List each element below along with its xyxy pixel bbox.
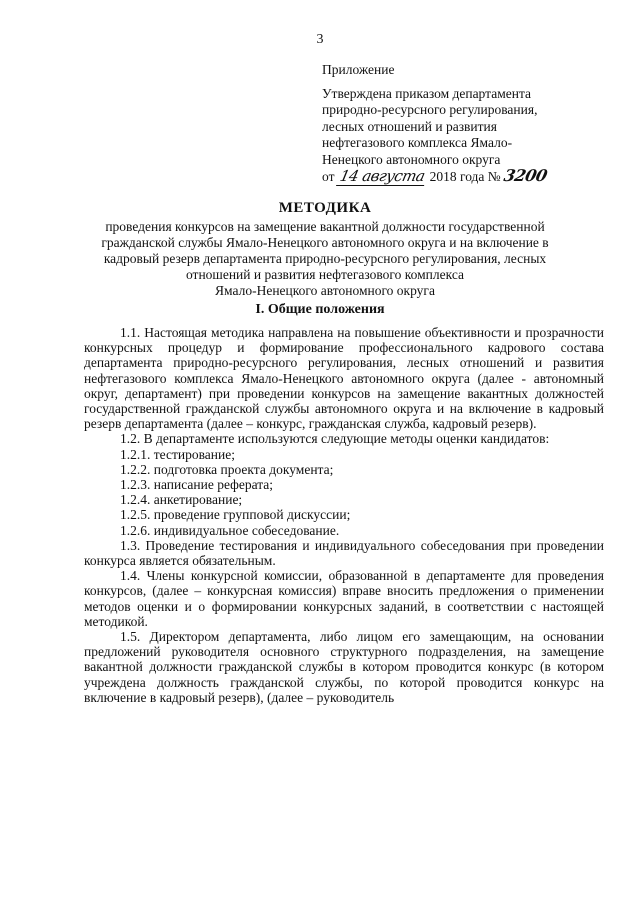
title-line: проведения конкурсов на замещение вакантной должности государственной: [105, 219, 545, 234]
approval-line: природно-ресурсного регулирования,: [322, 102, 538, 117]
section-heading: I. Общие положения: [255, 302, 385, 317]
approval-line: нефтегазового комплекса Ямало-: [322, 135, 513, 150]
paragraph: 1.2. В департаменте используются следующие методы оценки кандидатов:: [120, 431, 550, 447]
title-line: кадровый резерв департамента природно-ресурсного регулирования, лесных: [103, 251, 547, 266]
approval-date-line: [322, 168, 622, 186]
handwritten-order-number: 3200: [502, 166, 549, 185]
list-item: 1.2.1. тестирование;: [120, 446, 235, 462]
document-title-block: [60, 200, 590, 299]
list-item: 1.2.5. проведение групповой дискуссии;: [120, 507, 351, 523]
paragraph: 1.4. Члены конкурсной комиссии, образованной в департаменте для проведения конкурсов, (далее – конкурсная комиссия) вправе вносить предложения о применении методов оценки и о формировании конкурсных заданий, в соответствии с настоящей методикой.: [84, 568, 604, 629]
approval-line: лесных отношений и развития: [322, 118, 497, 134]
list-item: 1.2.4. анкетирование;: [120, 492, 243, 508]
date-year: 2018 года №: [429, 169, 501, 184]
paragraph: 1.1. Настоящая методика направлена на повышение объективности и прозрачности конкурсных процедур и формирование профессионального кадрового состава департамента природно-ресурсного регулирования, лесных отношений и развития нефтегазового комплекса Ямало-Ненецкого автономного округа (далее - автономный округ, департамент) при проведении конкурсов на замещение вакантных должностей государственной гражданской службы автономного округа и на включение в кадровый резерв департамента (далее – конкурс, гражданская служба, кадровый резерв).: [84, 325, 604, 432]
title-line: Ямало-Ненецкого автономного округа: [215, 283, 435, 298]
approval-block: [322, 62, 622, 186]
list-item: 1.2.2. подготовка проекта документа;: [120, 461, 334, 477]
paragraph: 1.5. Директором департамента, либо лицом его замещающим, на основании предложений руководителя основного структурного подразделения, на замещение вакантной должности гражданской службы в котором проводится конкурс (в котором учреждена должность гражданской службы, по которой проводится конкурс на включение в кадровый резерв), (далее – руководитель: [84, 629, 604, 705]
list-item: 1.2.3. написание реферата;: [120, 477, 274, 493]
title-line: гражданской службы Ямало-Ненецкого автономного округа и на включение в: [101, 235, 549, 250]
approval-line: Утверждена приказом департамента: [322, 85, 532, 101]
date-prefix: от: [322, 169, 335, 184]
document-body: [84, 325, 604, 705]
page-number: 3: [316, 32, 324, 47]
paragraph: 1.3. Проведение тестирования и индивидуального собеседования при проведении конкурса является обязательным.: [84, 537, 604, 569]
title-line: отношений и развития нефтегазового комплекса: [185, 267, 464, 282]
document-title: МЕТОДИКА: [278, 200, 372, 216]
approval-line: Ненецкого автономного округа: [322, 151, 501, 167]
list-item: 1.2.6. индивидуальное собеседование.: [120, 522, 340, 538]
annex-label: Приложение: [322, 62, 395, 77]
handwritten-date: 14 августа: [336, 168, 428, 186]
